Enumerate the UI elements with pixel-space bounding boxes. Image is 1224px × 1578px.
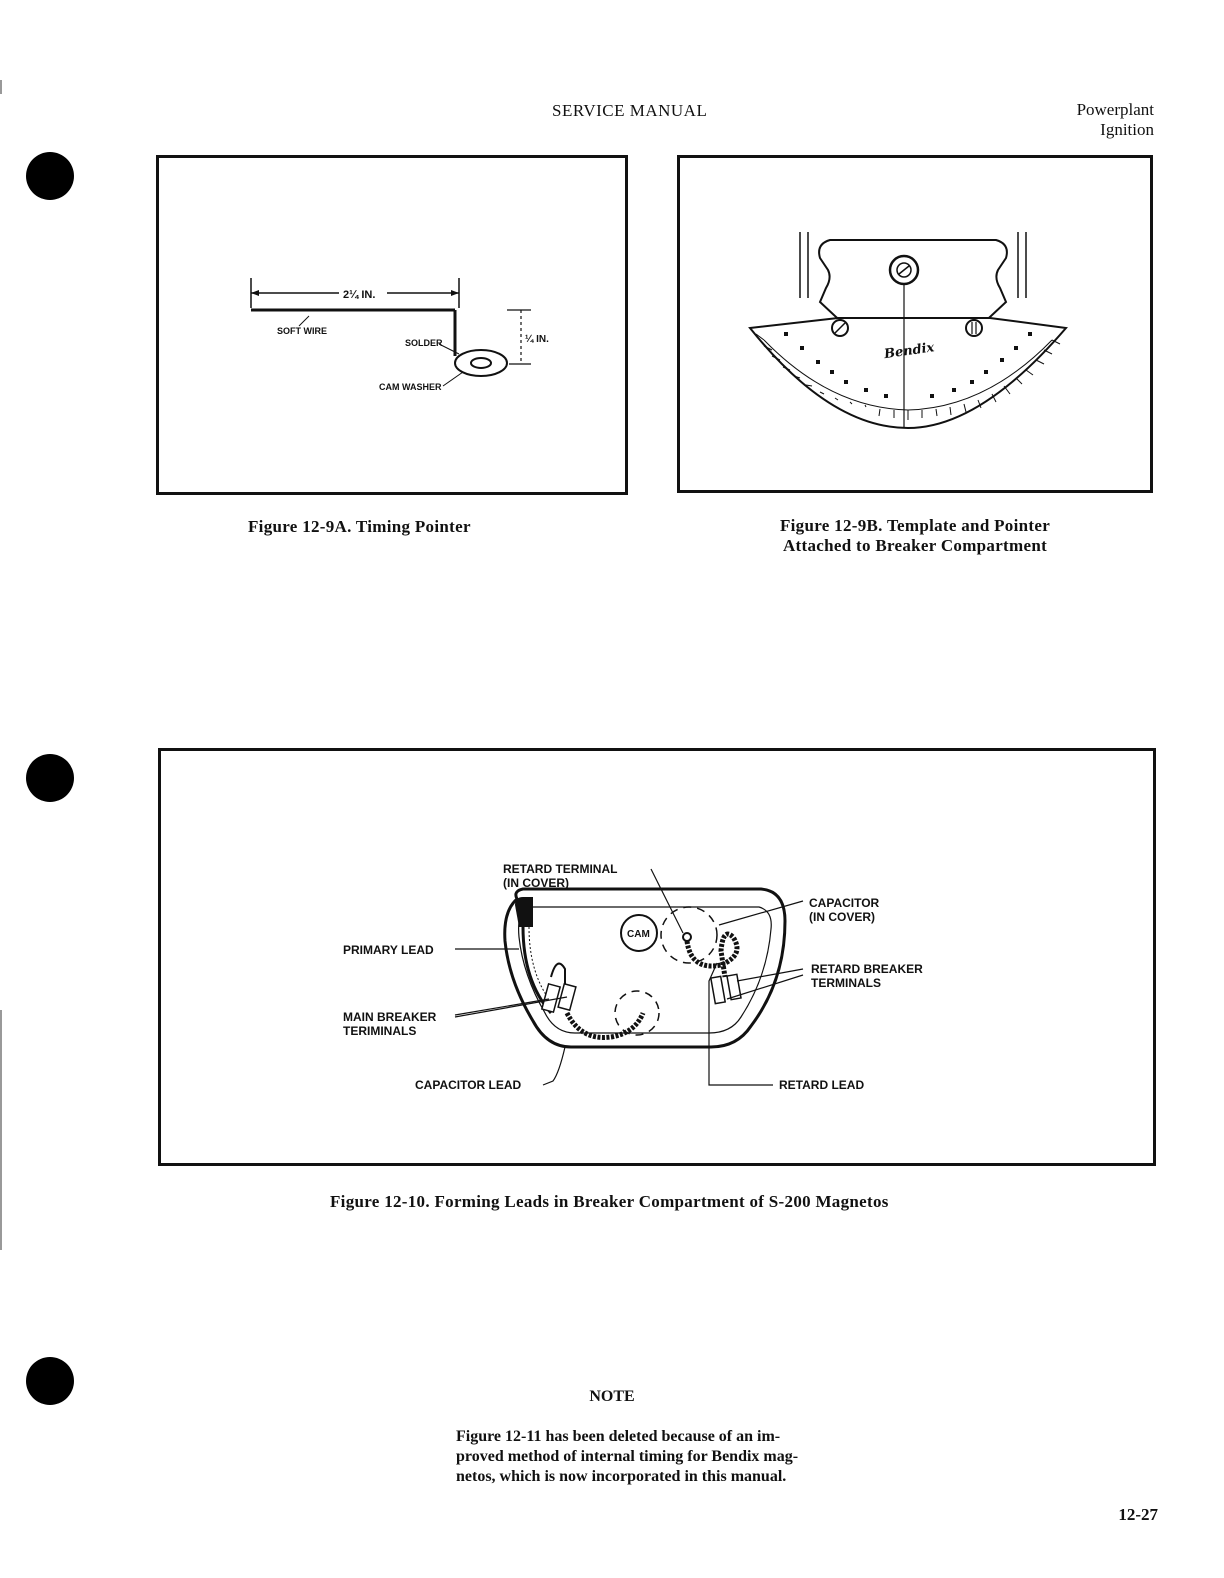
breaker-compartment-leads-diagram	[161, 751, 1153, 1163]
retard-lead-label: RETARD LEAD	[779, 1078, 865, 1092]
figure-12-9a-frame	[156, 155, 628, 495]
retard-terminal-sublabel: (IN COVER)	[503, 876, 569, 890]
note-line: netos, which is now incorporated in this manual.	[456, 1468, 787, 1485]
capacitor-sublabel: (IN COVER)	[809, 910, 875, 924]
figure-12-10-frame	[158, 748, 1156, 1166]
breaker-compartment	[819, 240, 1007, 330]
figure-12-9b-frame	[677, 155, 1153, 493]
figure-12-9b-caption	[720, 516, 1110, 556]
binder-hole-middle	[26, 754, 74, 802]
timing-pointer-diagram	[159, 158, 625, 492]
cam-label: CAM	[627, 929, 650, 940]
note-line: proved method of internal timing for Bendix mag-	[456, 1448, 799, 1465]
height-label: ¼ IN.	[525, 334, 549, 345]
right-screw	[966, 320, 982, 336]
page-header-section	[1077, 100, 1154, 140]
figure-12-9b-caption-line1: Figure 12-9B. Template and Pointer	[779, 516, 1051, 535]
page-header-title: SERVICE MANUAL	[552, 101, 708, 120]
subsection-name: Ignition	[1100, 120, 1154, 139]
note-line: Figure 12-11 has been deleted because of an im-	[456, 1428, 781, 1445]
soft-wire-label: SOFT WIRE	[277, 326, 327, 336]
binder-hole-top	[26, 152, 74, 200]
solder-label: SOLDER	[405, 338, 443, 348]
compartment-outline	[505, 889, 785, 1047]
scan-edge-mark	[0, 1010, 2, 1250]
figure-12-10-caption: Figure 12-10. Forming Leads in Breaker Compartment of S-200 Magnetos	[330, 1192, 889, 1211]
capacitor-label: CAPACITOR	[809, 896, 880, 910]
figure-12-9b-caption-line2: Attached to Breaker Compartment	[782, 536, 1048, 555]
retard-terminal-label: RETARD TERMINAL	[503, 862, 618, 876]
section-name: Powerplant	[1076, 100, 1154, 119]
page-number: 12-27	[1118, 1505, 1158, 1524]
primary-lead-label: PRIMARY LEAD	[343, 943, 434, 957]
template-pointer-diagram	[680, 158, 1150, 490]
note-body	[456, 1427, 896, 1487]
capacitor-lead-label: CAPACITOR LEAD	[415, 1078, 522, 1092]
length-label: 2¼ IN.	[343, 289, 376, 301]
figure-12-9a-caption: Figure 12-9A. Timing Pointer	[248, 517, 471, 536]
main-breaker-sublabel: TERIMINALS	[343, 1024, 417, 1038]
main-breaker-label: MAIN BREAKER	[343, 1010, 437, 1024]
retard-breaker-sublabel: TERMINALS	[811, 976, 881, 990]
retard-breaker-label: RETARD BREAKER	[811, 962, 923, 976]
cam-washer-label: CAM WASHER	[379, 382, 442, 392]
note-title: NOTE	[589, 1388, 635, 1405]
scan-edge-mark	[0, 80, 2, 94]
bendix-logo: Bendix	[883, 340, 936, 363]
